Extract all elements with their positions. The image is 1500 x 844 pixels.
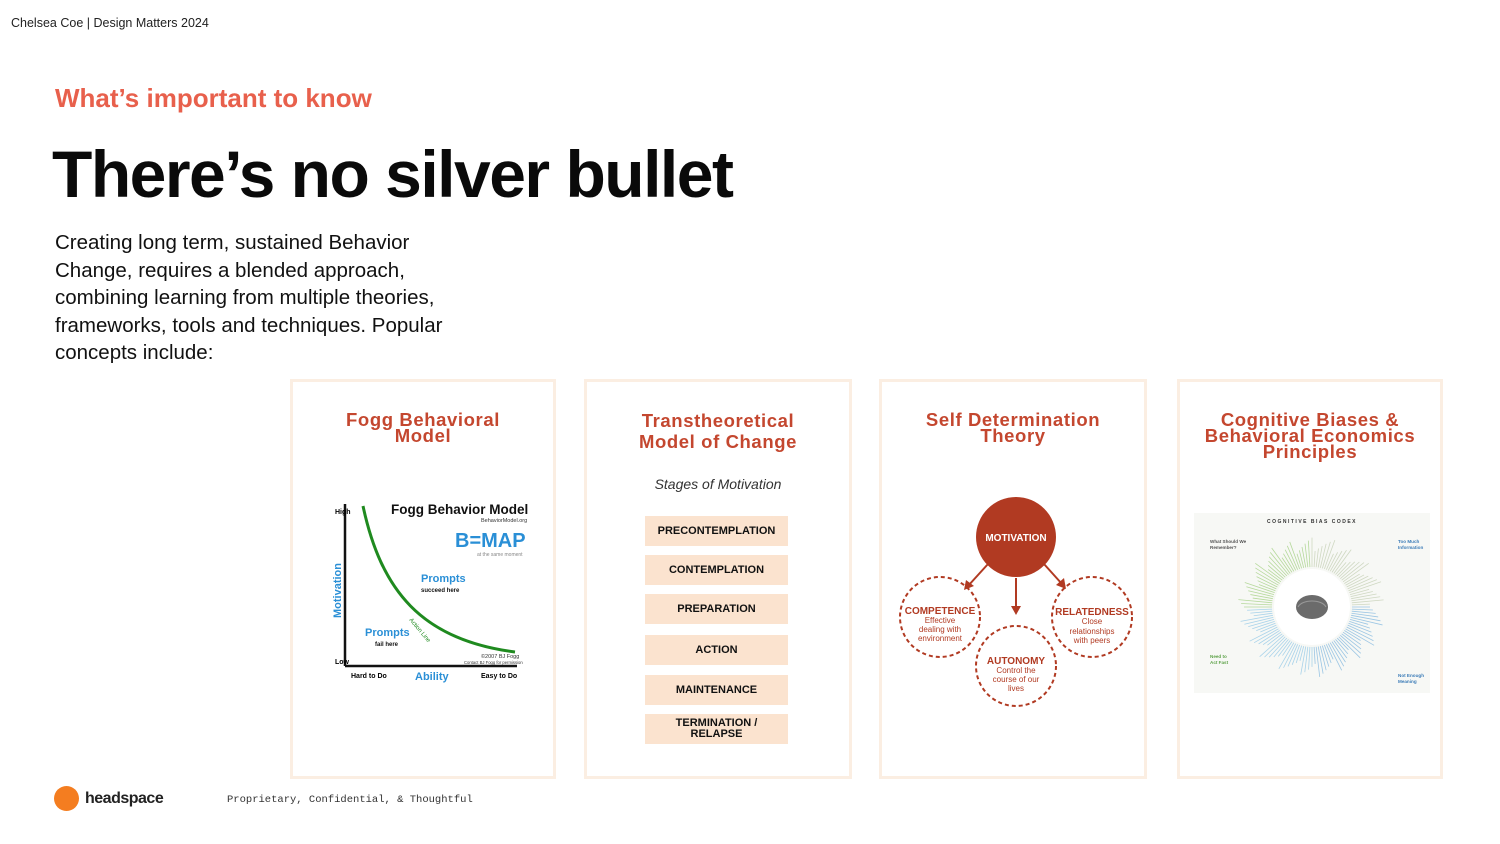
card-title: [293, 409, 553, 446]
stages-caption: Stages of Motivation: [654, 476, 782, 492]
prompts-bottom-sub: fail here: [375, 642, 399, 648]
header-credit: Chelsea Coe | Design Matters 2024: [11, 16, 209, 30]
fogg-formula: B=MAP: [455, 530, 526, 552]
competence-desc: Effective: [924, 616, 956, 625]
fogg-permission: Contact BJ Fogg for permission: [464, 660, 523, 665]
card-title-line: Fogg Behavioral: [346, 409, 500, 430]
stage-termination-line1: TERMINATION /: [675, 717, 758, 729]
codex-q4: Not Enough: [1398, 673, 1425, 678]
stage-maintenance: MAINTENANCE: [645, 675, 788, 705]
prompts-top-label: Prompts: [421, 573, 466, 585]
fogg-heading: Fogg Behavior Model: [391, 502, 529, 517]
headspace-wordmark: headspace: [85, 789, 164, 807]
relatedness-desc: with peers: [1073, 636, 1111, 645]
arrow-right: [1044, 564, 1062, 584]
card-title-line: Behavioral Economics: [1204, 425, 1416, 446]
page-title: There’s no silver bullet: [52, 137, 733, 211]
arrow-left: [968, 564, 988, 586]
intro-paragraph: Creating long term, sustained Behavior Change, requires a blended approach, combining learning from multiple theories, frameworks, tools and techniques. Popular concepts include:: [55, 231, 443, 364]
prompts-top-sub: succeed here: [421, 588, 460, 594]
y-high-label: High: [335, 509, 351, 516]
cognitive-bias-codex: [1194, 513, 1430, 693]
card-title-line: Principles: [1262, 441, 1358, 462]
codex-q3: Need to: [1210, 654, 1227, 659]
card-title-line: Self Determination: [925, 409, 1101, 430]
card-title: [1180, 409, 1440, 462]
fogg-copyright: ©2007 BJ Fogg: [481, 654, 520, 660]
codex-q1b: Remember?: [1210, 545, 1237, 550]
card-title: [882, 409, 1144, 446]
fogg-site: BehaviorModel.org: [481, 518, 528, 524]
prompts-bottom-label: Prompts: [365, 627, 410, 639]
y-low-label: Low: [335, 659, 349, 666]
headspace-dot-icon: [54, 786, 79, 811]
relatedness-desc: Close: [1081, 617, 1103, 626]
fogg-formula-note: at the same moment: [477, 552, 523, 558]
x-right-label: Easy to Do: [481, 673, 518, 680]
eyebrow: What’s important to know: [55, 83, 372, 113]
stage-contemplation: CONTEMPLATION: [645, 555, 788, 585]
autonomy-desc: lives: [1007, 684, 1025, 693]
card-cognitive-biases: [1177, 379, 1443, 779]
card-title-line: Theory: [980, 425, 1046, 446]
competence-desc: dealing with: [918, 625, 962, 634]
competence-label: COMPETENCE: [904, 606, 976, 617]
competence-desc: environment: [917, 634, 963, 643]
codex-q4b: Meaning: [1398, 679, 1417, 684]
sdt-diagram: [896, 494, 1136, 714]
codex-q2b: Information: [1398, 545, 1424, 550]
motivation-label: MOTIVATION: [985, 533, 1047, 544]
arrowhead-down: [1011, 606, 1021, 615]
codex-q1: What Should We: [1210, 539, 1247, 544]
stage-termination-relapse: [645, 714, 788, 744]
fogg-behavior-chart: [331, 500, 529, 690]
headspace-logo: [54, 786, 163, 811]
autonomy-desc: Control the: [996, 666, 1036, 675]
stage-preparation: PREPARATION: [645, 594, 788, 624]
card-self-determination: [879, 379, 1147, 779]
stage-action: ACTION: [645, 635, 788, 665]
card-transtheoretical: [584, 379, 852, 779]
stage-termination-line2: RELAPSE: [690, 728, 743, 740]
card-fogg: [290, 379, 556, 779]
x-axis-label: Ability: [415, 671, 449, 683]
stage-precontemplation: PRECONTEMPLATION: [645, 516, 788, 546]
brain-icon: [1296, 595, 1328, 619]
card-title-line: Cognitive Biases &: [1220, 409, 1400, 430]
card-title-line: Model: [394, 425, 452, 446]
codex-q2: Too Much: [1398, 539, 1420, 544]
codex-q3b: Act Fast: [1210, 660, 1229, 665]
relatedness-label: RELATEDNESS: [1055, 607, 1129, 618]
curve-label: Action Line: [407, 617, 432, 645]
card-title-line: Transtheoretical: [641, 410, 795, 431]
autonomy-label: AUTONOMY: [986, 656, 1046, 667]
card-title-line: Model of Change: [638, 431, 798, 452]
card-title: [587, 410, 849, 452]
autonomy-desc: course of our: [992, 675, 1040, 684]
x-left-label: Hard to Do: [351, 673, 387, 680]
relatedness-desc: relationships: [1069, 627, 1115, 636]
footer-note: Proprietary, Confidential, & Thoughtful: [227, 794, 473, 806]
codex-title: COGNITIVE BIAS CODEX: [1266, 519, 1358, 525]
y-axis-label: Motivation: [332, 563, 344, 618]
